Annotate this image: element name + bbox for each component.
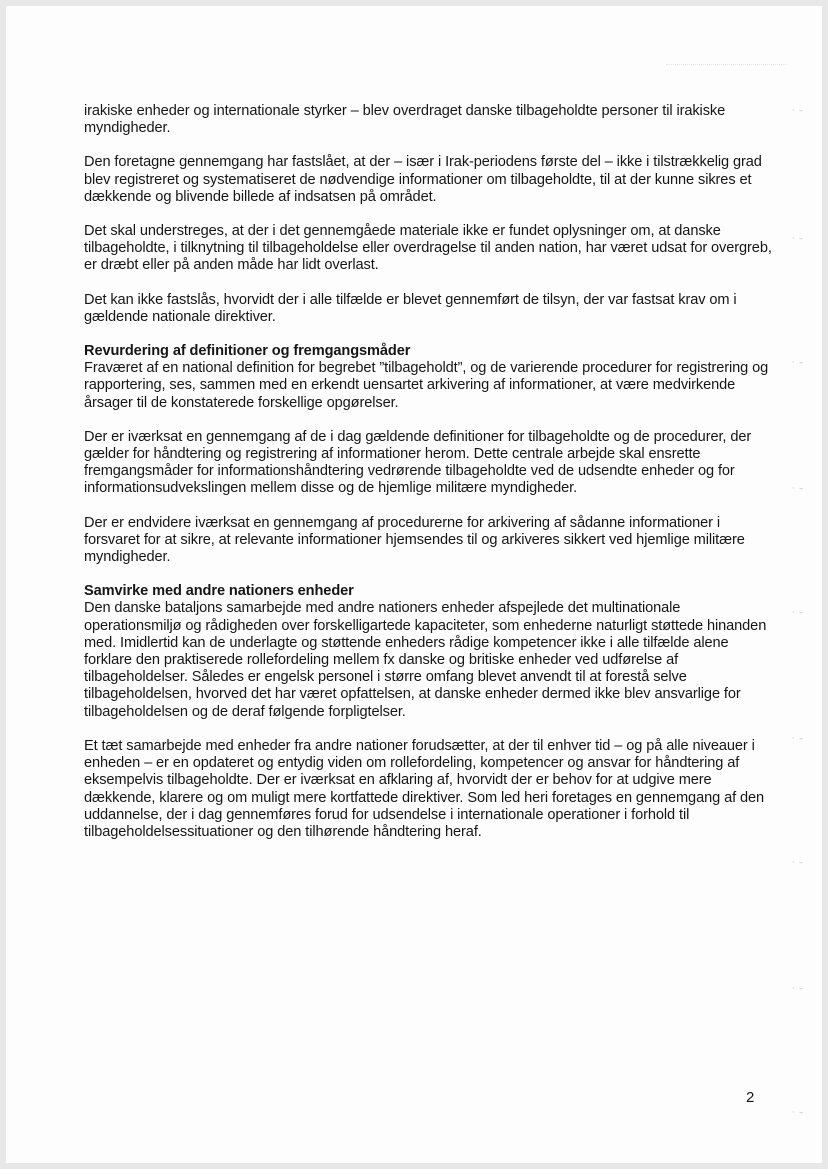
paragraph: Den danske bataljons samarbejde med andre nationers enheder afspejlede det multinationale operationsmiljø og rådigheden over forskelligartede kapaciteter, som enhederne naturligt støttede hinanden med. Imidlertid kan de underlagte og støttende enheders rådige kompetencer ikke i alle tilfælde alene forklare den praktiserede rollefordeling mellem fx danske og britiske enheder ved udførelse af tilbageholdelser. Således er engelsk personel i større omfang blevet anvendt til at forestå selve tilbageholdelsen, hvorved det har været opfattelsen, at danske enheder dermed ikke blev ansvarlige for tilbageholdelsen og de deraf følgende forpligtelser. (84, 600, 767, 720)
paragraph: Der er iværksat en gennemgang af de i dag gældende definitioner for tilbageholdte og de procedurer, der gælder for håndtering og registrering af informationer herom. Dette centrale arbejde skal ensrette fremgangsmåder for informationshåndtering vedrørende tilbageholdte ved de udsendte enheder og for informationsudvekslingen mellem disse og de hjemlige militære myndigheder. (84, 428, 752, 497)
paragraph: irakiske enheder og internationale styrker – blev overdraget danske tilbageholdte personer til irakiske myndigheder. (84, 103, 726, 137)
margin-mark: · – (792, 1108, 805, 1117)
section-heading: Samvirke med andre nationers enheder (84, 583, 354, 600)
scan-artifact (666, 64, 786, 75)
paragraph: Det kan ikke fastslås, hvorvidt der i alle tilfælde er blevet gennemført de tilsyn, der var fastsat krav om i gældende nationale direktiver. (84, 291, 737, 325)
paragraph: Den foretagne gennemgang har fastslået, at der – især i Irak-periodens første del – ikke i tilstrækkelig grad blev registreret og systematiseret de nødvendige informationer om tilbageholdte, til at der kunne sikres et dækkende og blivende billede af indsatsen på området. (84, 154, 762, 205)
margin-mark: · – (792, 106, 805, 115)
margin-mark: · – (792, 984, 805, 993)
page-number: 2 (746, 1089, 755, 1106)
paragraph: Fraværet af en national definition for begrebet ”tilbageholdt”, og de varierende procedurer for registrering og rapportering, ses, sammen med en erkendt uensartet arkivering af informationer, at være medvirkende årsager til de konstaterede forskellige opgørelser. (84, 360, 769, 411)
paragraph: Der er endvidere iværksat en gennemgang af procedurerne for arkivering af sådanne informationer i forsvaret for at sikre, at relevante informationer hjemsendes til og arkiveres sikkert ved hjemlige militære myndigheder. (84, 514, 745, 566)
margin-mark: · – (792, 234, 805, 243)
margin-mark: · – (792, 858, 805, 867)
section-heading: Revurdering af definitioner og fremgangsmåder (84, 343, 411, 360)
margin-mark: · – (792, 484, 805, 493)
margin-mark: · – (792, 734, 805, 743)
document-page (6, 6, 822, 1163)
margin-mark: · – (792, 358, 805, 367)
margin-mark: · – (792, 608, 805, 617)
paragraph: Det skal understreges, at der i det gennemgåede materiale ikke er fundet oplysninger om, at danske tilbageholdte, i tilknytning til tilbageholdelse eller overdragelse til anden nation, har været udsat for overgreb, er dræbt eller på anden måde har lidt overlast. (84, 223, 772, 274)
paragraph: Et tæt samarbejde med enheder fra andre nationer forudsætter, at der til enhver tid – og på alle niveauer i enheden – er en opdateret og entydig viden om rollefordeling, kompetencer og ansvar for håndtering af eksempelvis tilbageholdte. Der er iværksat en afklaring af, hvorvidt der er behov for at udgive mere dækkende, klarere og om muligt mere kortfattede direktiver. Som led heri foretages en gennemgang af den uddannelse, der i dag gennemføres forud for udsendelse i internationale operationer i forhold til tilbageholdelsessituationer og den tilhørende håndtering heraf. (84, 737, 765, 840)
page-content (84, 103, 774, 858)
